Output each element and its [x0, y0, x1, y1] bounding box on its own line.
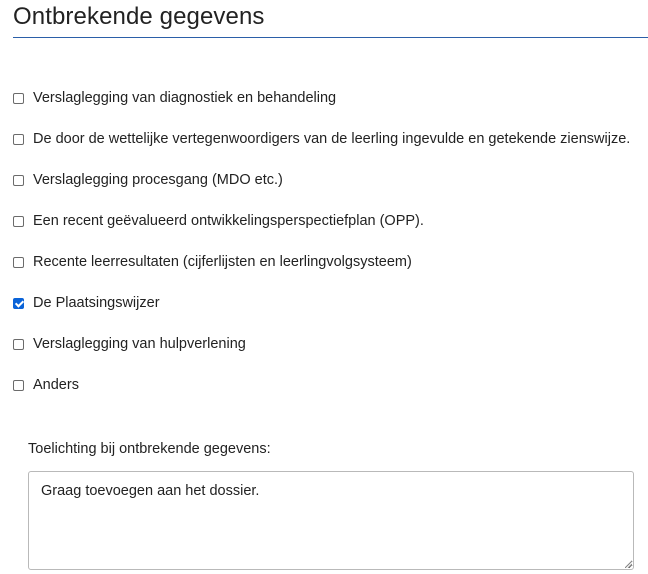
note-textarea[interactable]	[28, 471, 634, 570]
checkbox[interactable]	[13, 380, 24, 391]
checkbox-label[interactable]: Een recent geëvalueerd ontwikkelingsperspectiefplan (OPP).	[33, 213, 424, 229]
checklist-item-hulpverlening[interactable]	[13, 334, 630, 375]
checklist-item-anders[interactable]	[13, 375, 630, 416]
checklist-item-opp[interactable]	[13, 211, 630, 252]
checklist-item-procesgang[interactable]	[13, 170, 630, 211]
checkbox[interactable]	[13, 216, 24, 227]
checkbox-label[interactable]: Verslaglegging van hulpverlening	[33, 336, 246, 352]
checkbox-label[interactable]: Recente leerresultaten (cijferlijsten en leerlingvolgsysteem)	[33, 254, 412, 270]
checkbox[interactable]	[13, 257, 24, 268]
title-divider	[13, 37, 648, 38]
checklist-item-plaatsingswijzer[interactable]	[13, 293, 630, 334]
checkbox-label[interactable]: De door de wettelijke vertegenwoordigers van de leerling ingevulde en getekende zienswijze.	[33, 131, 631, 147]
checkbox-label[interactable]: Anders	[33, 377, 79, 393]
checklist-item-zienswijze[interactable]	[13, 129, 630, 170]
checkbox-label[interactable]: Verslaglegging van diagnostiek en behandeling	[33, 90, 337, 106]
checklist-item-diagnostiek[interactable]	[13, 88, 630, 129]
checkbox[interactable]	[13, 175, 24, 186]
checklist-item-leerresultaten[interactable]	[13, 252, 630, 293]
checkbox-label[interactable]: De Plaatsingswijzer	[33, 295, 160, 311]
missing-data-checklist	[13, 88, 630, 416]
checkbox[interactable]	[13, 93, 24, 104]
section-title: Ontbrekende gegevens	[13, 3, 265, 30]
checkbox[interactable]	[13, 298, 24, 309]
checkbox[interactable]	[13, 134, 24, 145]
note-label: Toelichting bij ontbrekende gegevens:	[28, 441, 271, 457]
checkbox[interactable]	[13, 339, 24, 350]
checkbox-label[interactable]: Verslaglegging procesgang (MDO etc.)	[33, 172, 283, 188]
